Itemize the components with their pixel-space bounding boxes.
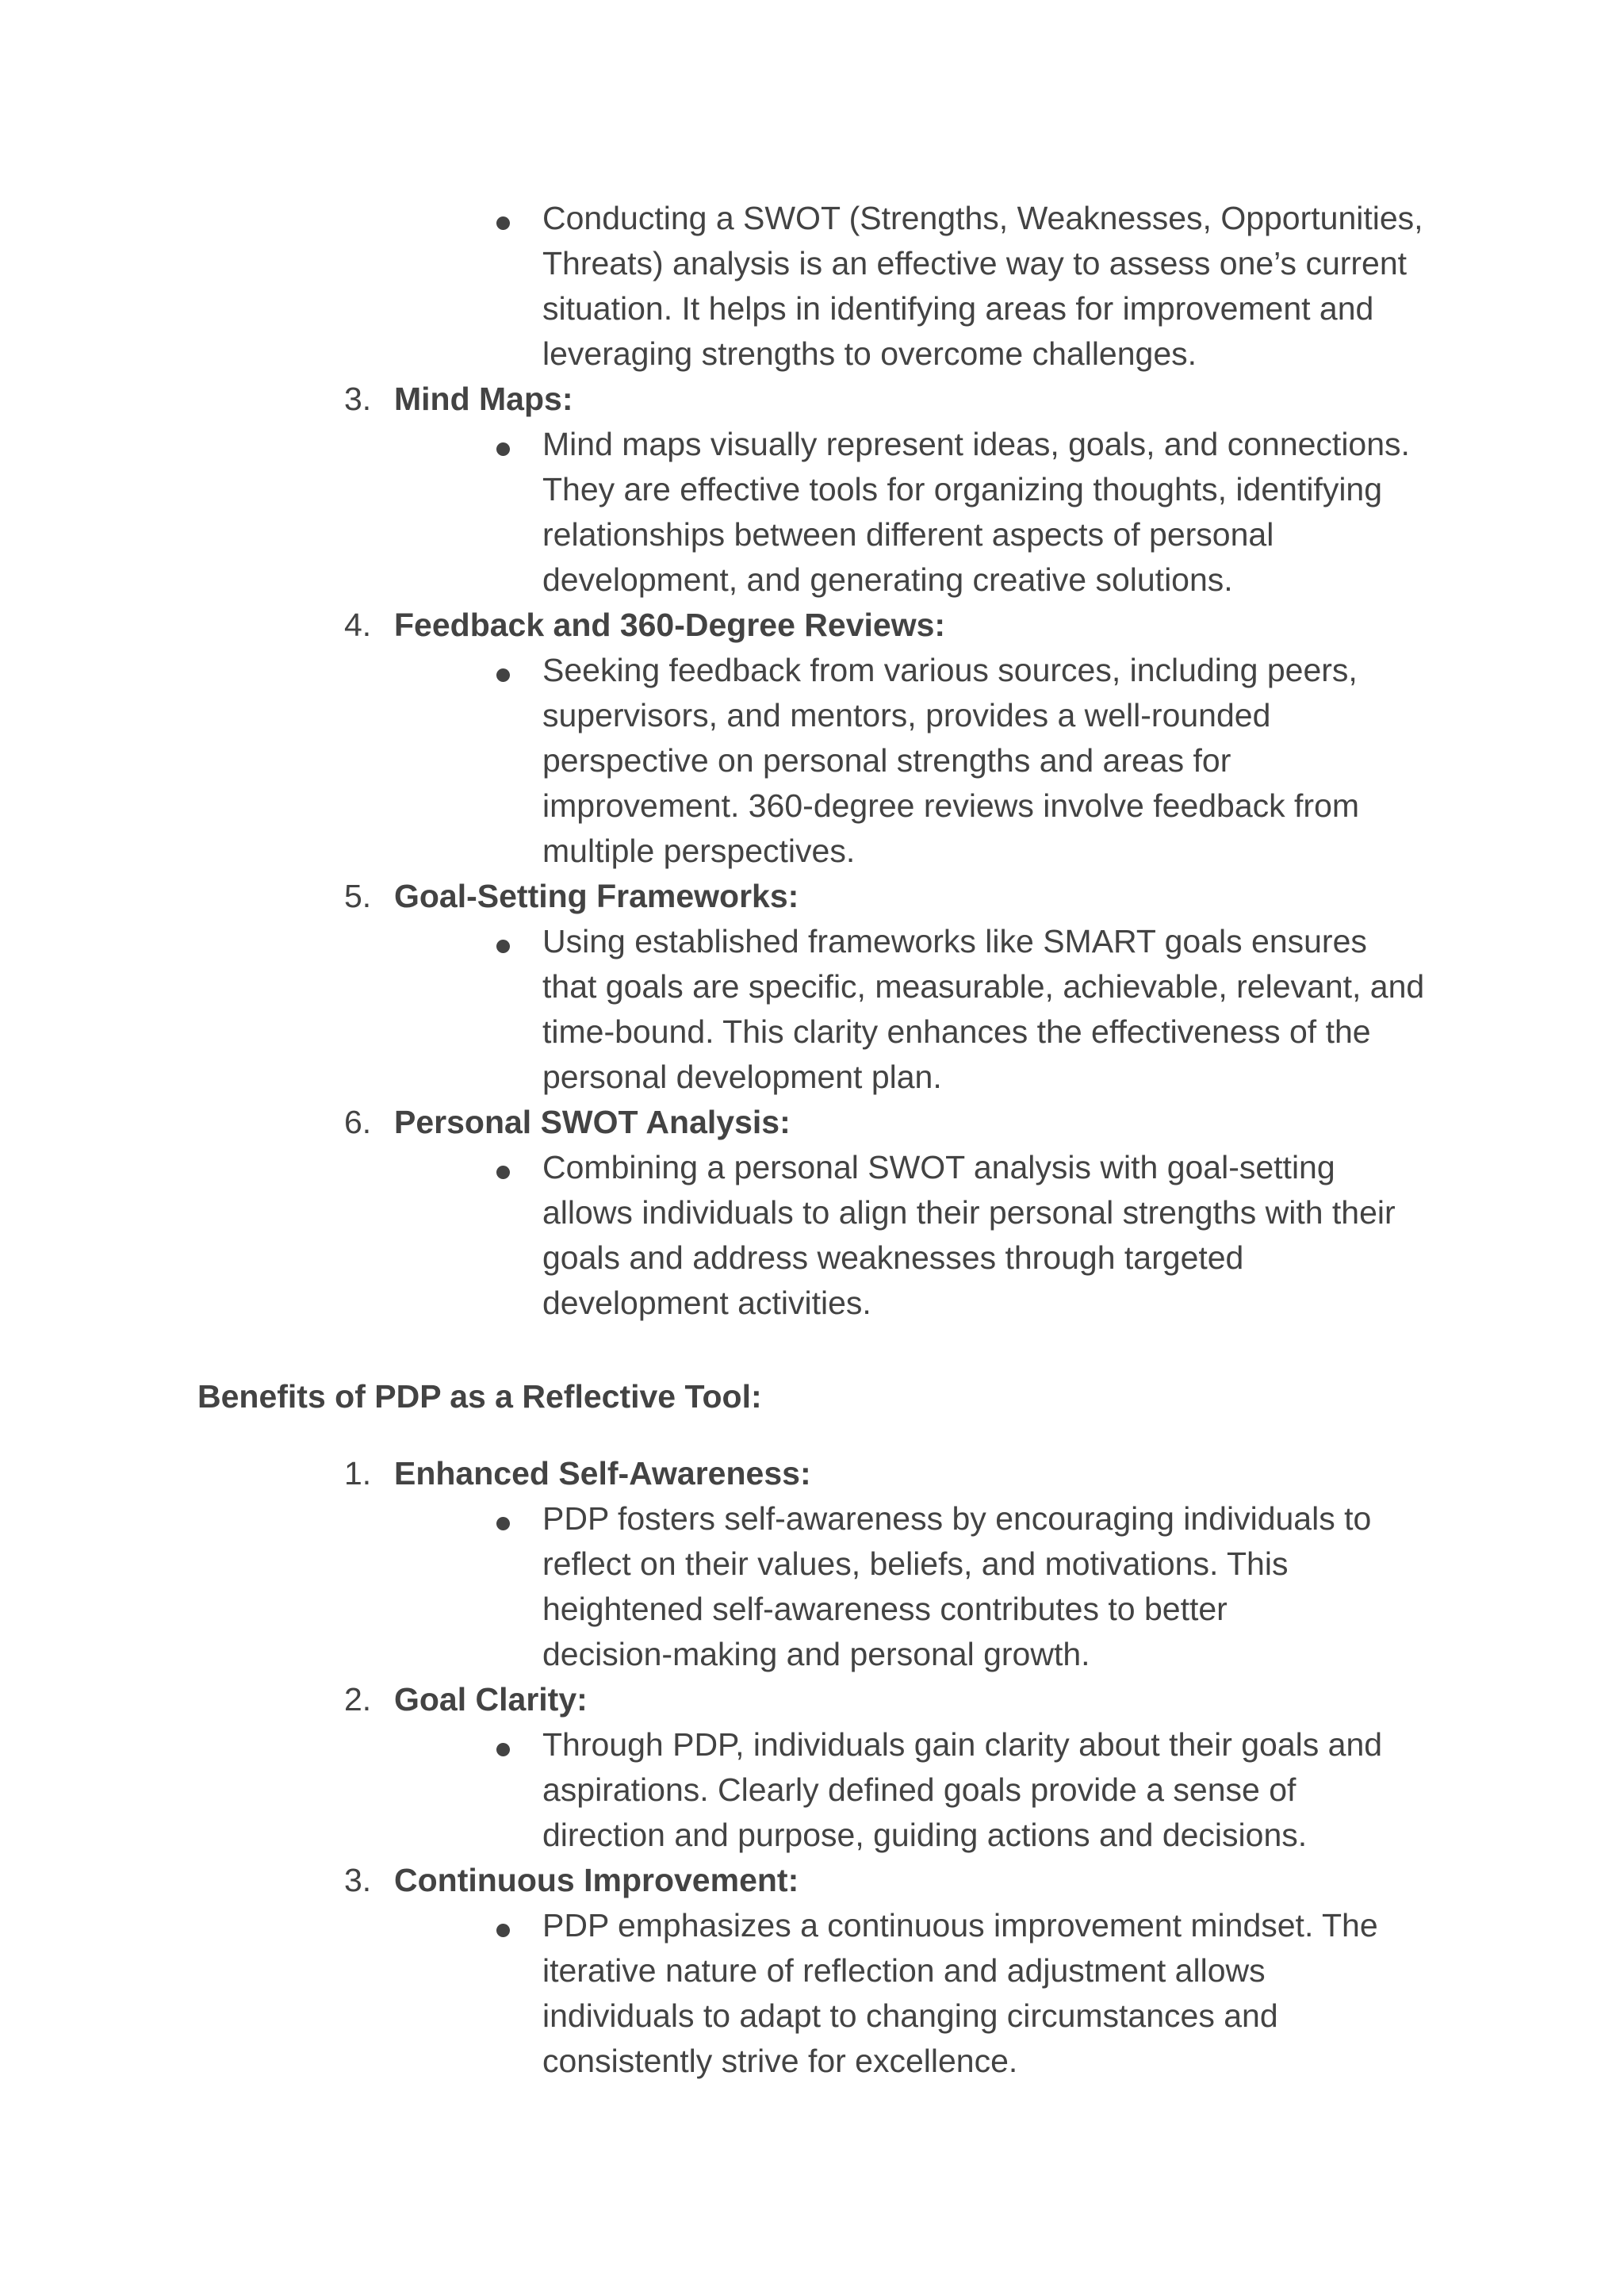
list-number: 6. <box>344 1104 372 1140</box>
list-number: 3. <box>344 381 372 417</box>
bullet-icon <box>496 940 510 953</box>
bullet-text-line: situation. It helps in identifying areas for improvement and <box>542 290 1374 327</box>
numbered-heading-title: Goal Clarity: <box>394 1681 588 1718</box>
numbered-heading <box>0 874 1624 919</box>
bullet-text-line: perspective on personal strengths and areas for <box>542 742 1231 779</box>
list-item <box>0 919 1624 1100</box>
bullet-text-line: consistently strive for excellence. <box>542 2043 1018 2079</box>
list-number: 1. <box>344 1455 372 1492</box>
numbered-heading-title: Mind Maps: <box>394 381 573 417</box>
numbered-heading-title: Enhanced Self-Awareness: <box>394 1455 811 1492</box>
list-item <box>0 1145 1624 1326</box>
bullet-icon <box>496 668 510 682</box>
list-item <box>0 1903 1624 2084</box>
bullet-text-line: goals and address weaknesses through targeted <box>542 1239 1244 1276</box>
numbered-heading <box>0 377 1624 422</box>
numbered-heading-title: Feedback and 360-Degree Reviews: <box>394 607 946 643</box>
bullet-text-line: direction and purpose, guiding actions and decisions. <box>542 1817 1308 1853</box>
bullet-text-line: Using established frameworks like SMART goals ensures <box>542 923 1367 959</box>
list-number: 2. <box>344 1681 372 1718</box>
bullet-text-line: PDP emphasizes a continuous improvement mindset. The <box>542 1907 1378 1944</box>
list-number: 5. <box>344 878 372 914</box>
bullet-text-line: iterative nature of reflection and adjustment allows <box>542 1952 1266 1989</box>
bullet-text-line: allows individuals to align their personal strengths with their <box>542 1194 1396 1231</box>
bullet-text-line: development, and generating creative solutions. <box>542 561 1233 598</box>
bullet-text-line: leveraging strengths to overcome challenges. <box>542 335 1197 372</box>
numbered-heading <box>0 1451 1624 1496</box>
list-item <box>0 648 1624 874</box>
bullet-icon <box>496 1517 510 1530</box>
list-item <box>0 196 1624 377</box>
bullet-text-line: that goals are specific, measurable, achievable, relevant, and <box>542 968 1425 1005</box>
bullet-icon <box>496 442 510 456</box>
bullet-text-line: improvement. 360-degree reviews involve feedback from <box>542 787 1360 824</box>
bullet-text-line: Threats) analysis is an effective way to assess one’s current <box>542 245 1408 281</box>
numbered-heading <box>0 603 1624 648</box>
bullet-text-line: Through PDP, individuals gain clarity about their goals and <box>542 1726 1383 1763</box>
list-item <box>0 422 1624 603</box>
bullet-text-line: Mind maps visually represent ideas, goals, and connections. <box>542 426 1410 462</box>
bullet-text-line: heightened self-awareness contributes to better <box>542 1591 1228 1627</box>
bullet-text-line: Seeking feedback from various sources, including peers, <box>542 652 1358 688</box>
tools-list <box>0 196 1624 1326</box>
numbered-heading <box>0 1100 1624 1145</box>
bullet-text-line: multiple perspectives. <box>542 833 856 869</box>
numbered-heading-title: Continuous Improvement: <box>394 1862 799 1898</box>
bullet-icon <box>496 1743 510 1756</box>
numbered-heading-title: Personal SWOT Analysis: <box>394 1104 791 1140</box>
bullet-text-line: They are effective tools for organizing thoughts, identifying <box>542 471 1383 507</box>
bullet-text-line: relationships between different aspects of personal <box>542 516 1274 553</box>
list-number: 4. <box>344 607 372 643</box>
bullet-icon <box>496 1166 510 1179</box>
numbered-heading <box>0 1677 1624 1722</box>
bullet-icon <box>496 1924 510 1937</box>
bullet-text-line: decision-making and personal growth. <box>542 1636 1090 1672</box>
benefits-list <box>0 1451 1624 2084</box>
bullet-text-line: PDP fosters self-awareness by encouraging individuals to <box>542 1500 1372 1537</box>
bullet-text-line: Conducting a SWOT (Strengths, Weaknesses, Opportunities, <box>542 200 1423 236</box>
bullet-text-line: time-bound. This clarity enhances the effectiveness of the <box>542 1013 1371 1050</box>
section-heading: Benefits of PDP as a Reflective Tool: <box>197 1378 762 1415</box>
list-item <box>0 1496 1624 1677</box>
bullet-text-line: aspirations. Clearly defined goals provide a sense of <box>542 1771 1297 1808</box>
list-number: 3. <box>344 1862 372 1898</box>
list-item <box>0 1722 1624 1858</box>
bullet-text-line: Combining a personal SWOT analysis with goal-setting <box>542 1149 1335 1185</box>
bullet-text-line: individuals to adapt to changing circumstances and <box>542 1997 1278 2034</box>
bullet-text-line: reflect on their values, beliefs, and motivations. This <box>542 1545 1289 1582</box>
bullet-icon <box>496 216 510 230</box>
numbered-heading-title: Goal-Setting Frameworks: <box>394 878 799 914</box>
numbered-heading <box>0 1858 1624 1903</box>
bullet-text-line: development activities. <box>542 1285 871 1321</box>
bullet-text-line: personal development plan. <box>542 1059 942 1095</box>
bullet-text-line: supervisors, and mentors, provides a well-rounded <box>542 697 1271 733</box>
